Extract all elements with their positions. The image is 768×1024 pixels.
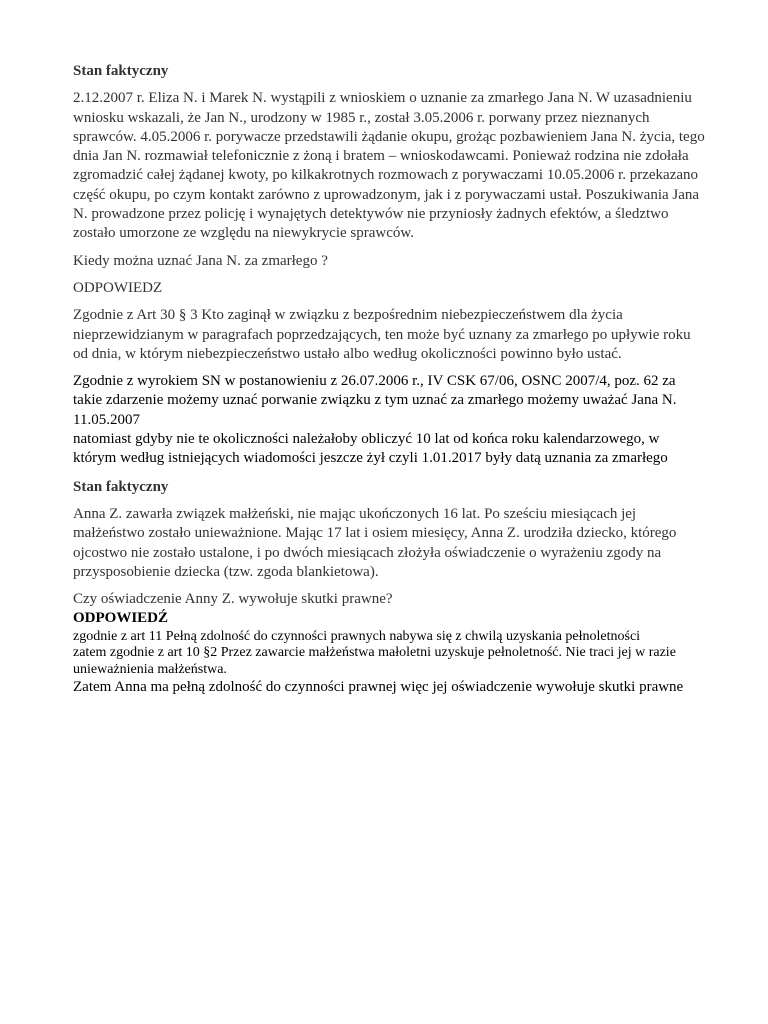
case1-question: Kiedy można uznać Jana N. za zmarłego ? bbox=[73, 252, 328, 269]
case2-answer-art11: zgodnie z art 11 Pełną zdolność do czynności prawnych nabywa się z chwilą uzyskania pełnoletności bbox=[73, 628, 641, 644]
case2-heading: Stan faktyczny bbox=[73, 478, 169, 495]
case2-facts: Anna Z. zawarła związek małżeński, nie mając ukończonych 16 lat. Po sześciu miesiącach jej małżeństwo zostało unieważnione. Mając 17 lat i osiem miesięcy, Anna Z. urodziła dziecko, którego ojcostwo nie zostało ustalone, i po dwóch miesiącach złożyła oświadczenie o wyrażeniu zgody na przysposobienie dziecka (tzw. zgoda blankietowa). bbox=[73, 505, 677, 580]
case1-answer-ruling: Zgodnie z wyrokiem SN w postanowieniu z 26.07.2006 r., IV CSK 67/06, OSNC 2007/4, poz. 62 za takie zdarzenie możemy uznać porwanie związku z tym uznać za zmarłego możemy uważać Jana N. 11.05.2007 bbox=[73, 373, 677, 428]
case2-answer-label: ODPOWIEDŹ bbox=[73, 610, 169, 627]
document-page bbox=[73, 62, 705, 698]
case1-heading: Stan faktyczny bbox=[73, 63, 169, 79]
case2-question: Czy oświadczenie Anny Z. wywołuje skutki prawne? bbox=[73, 591, 393, 608]
case1-answer-label: ODPOWIEDZ bbox=[73, 279, 163, 296]
case1-answer-article: Zgodnie z Art 30 § 3 Kto zaginął w związku z bezpośrednim niebezpieczeństwem dla życia nieprzewidzianym w paragrafach poprzedzających, ten może być uznany za zmarłego po upływie roku od dnia, w którym niebezpieczeństwo ustało albo według okoliczności powinno było ustać. bbox=[73, 307, 691, 362]
case2-answer-conclusion: Zatem Anna ma pełną zdolność do czynności prawnej więc jej oświadczenie wywołuje skutki prawne bbox=[73, 679, 684, 696]
case1-answer-alternative: natomiast gdyby nie te okoliczności należałoby obliczyć 10 lat od końca roku kalendarzowego, w którym według istniejących wiadomości jeszcze żył czyli 1.01.2017 były datą uznania za zmarłego bbox=[73, 431, 668, 467]
case2-answer-art10: zatem zgodnie z art 10 §2 Przez zawarcie małżeństwa małoletni uzyskuje pełnoletność. Nie traci jej w razie unieważnienia małżeństwa. bbox=[73, 645, 676, 677]
case1-facts: 2.12.2007 r. Eliza N. i Marek N. wystąpili z wnioskiem o uznanie za zmarłego Jana N. W uzasadnieniu wniosku wskazali, że Jan N., urodzony w 1985 r., został 3.05.2006 r. porwany przez nieznanych sprawców. 4.05.2006 r. porywacze przedstawili żądanie okupu, grożąc pozbawieniem Jana N. życia, tego dnia Jan N. rozmawiał telefonicznie z żoną i bratem – wnioskodawcami. Ponieważ rodzina nie zdołała zgromadzić całej żądanej kwoty, po kilkakrotnych rozmowach z porywaczami 10.05.2006 r. przekazano część okupu, po czym kontakt zarówno z uprowadzonym, jak i z porywaczami ustał. Poszukiwania Jana N. prowadzone przez policję i wynajętych detektywów nie przyniosły żadnych efektów, a śledztwo zostało umorzone ze względu na niewykrycie sprawców. bbox=[73, 90, 705, 242]
